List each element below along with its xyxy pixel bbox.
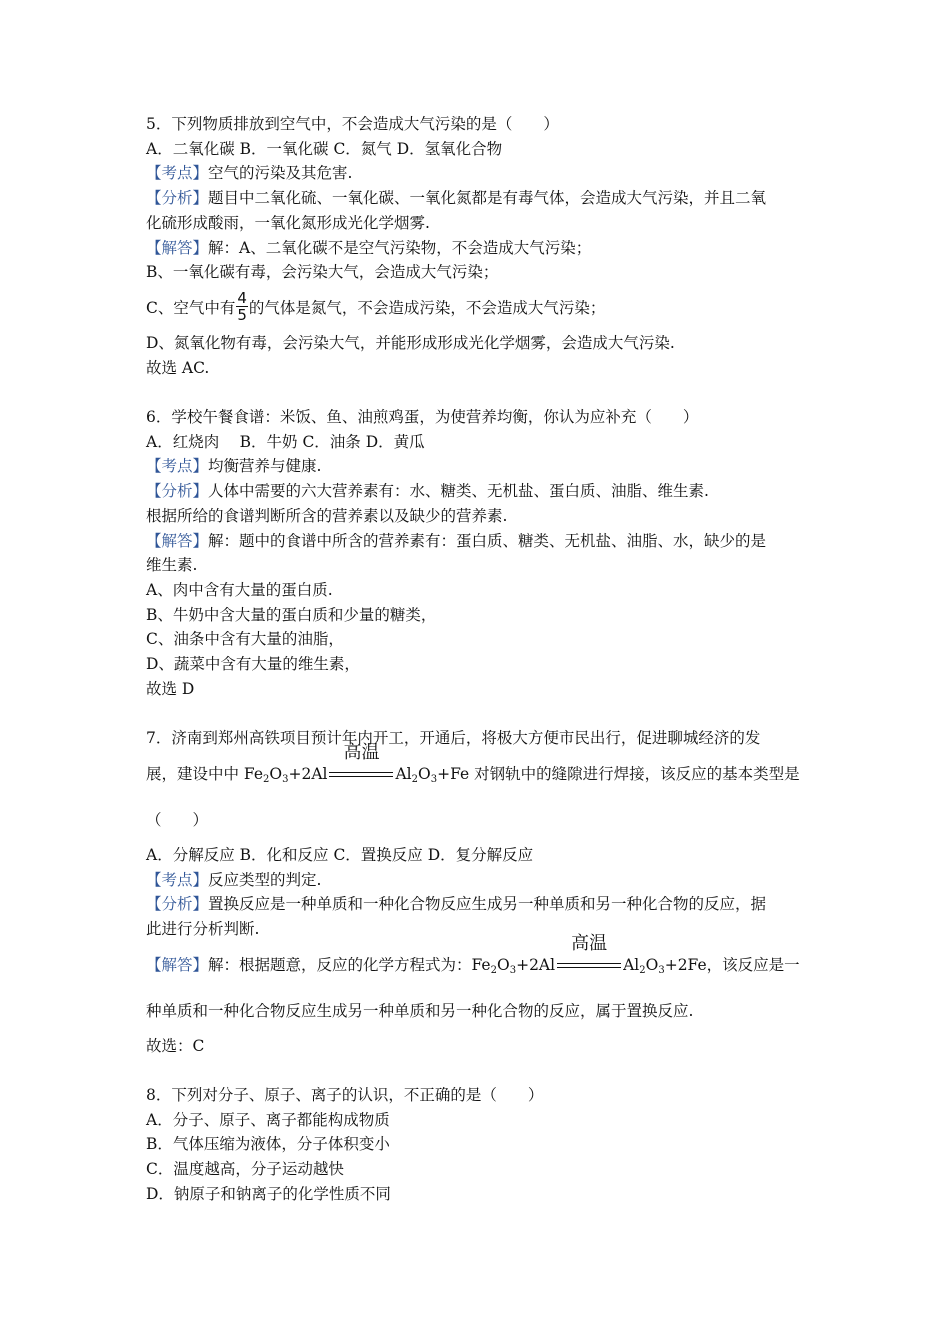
q7-kaodian: 【考点】反应类型的判定. xyxy=(146,870,322,889)
q5-options: A．二氧化碳 B．一氧化碳 C．氮气 D．氢氧化合物 xyxy=(146,139,503,158)
q5-stem: 5．下列物质排放到空气中，不会造成大气污染的是（ ） xyxy=(146,115,559,133)
q8-option-d: D．钠原子和钠离子的化学性质不同 xyxy=(146,1184,391,1203)
q7-fenxi-cont: 此进行分析判断. xyxy=(146,919,260,938)
reaction-condition-arrow: 高温 xyxy=(327,765,395,779)
q6-fenxi-cont: 根据所给的食谱判断所含的营养素以及缺少的营养素. xyxy=(146,506,508,525)
q5-kaodian: 【考点】空气的污染及其危害. xyxy=(146,164,353,183)
q6-option-a: A、肉中含有大量的蛋白质. xyxy=(146,580,333,599)
reaction-condition-arrow: 高温 xyxy=(555,956,623,970)
fenxi-tag: 【分析】 xyxy=(146,189,209,208)
kaodian-tag: 【考点】 xyxy=(146,457,209,476)
q6-jieda-cont: 维生素. xyxy=(146,556,198,575)
q8-option-b: B．气体压缩为液体，分子体积变小 xyxy=(146,1135,390,1154)
q6-option-b: B、牛奶中含大量的蛋白质和少量的糖类， xyxy=(146,605,437,624)
q5-jieda: 【解答】解：A、二氧化碳不是空气污染物，不会造成大气污染； xyxy=(146,238,592,257)
q7-jieda-cont: 种单质和一种化合物反应生成另一种单质和另一种化合物的反应，属于置换反应. xyxy=(146,1001,694,1020)
q6-option-c: C、油条中含有大量的油脂， xyxy=(146,630,344,649)
fenxi-tag: 【分析】 xyxy=(146,895,209,914)
fraction-four-fifths: $\frac{4}{5}$ xyxy=(237,289,247,325)
q7-blank: （ ） xyxy=(146,810,209,829)
q7-answer: 故选：C xyxy=(146,1036,205,1055)
q6-answer: 故选 D xyxy=(146,679,195,698)
q6-option-d: D、蔬菜中含有大量的维生素， xyxy=(146,655,360,674)
q6-fenxi: 【分析】人体中需要的六大营养素有：水、糖类、无机盐、蛋白质、油脂、维生素. xyxy=(146,482,709,501)
q5-fenxi: 【分析】题目中二氧化硫、一氧化碳、一氧化氮都是有毒气体，会造成大气污染，并且二氧 xyxy=(146,189,767,208)
kaodian-tag: 【考点】 xyxy=(146,870,209,889)
jieda-tag: 【解答】 xyxy=(146,531,209,550)
q7-options: A．分解反应 B．化和反应 C．置换反应 D．复分解反应 xyxy=(146,845,534,864)
fenxi-tag: 【分析】 xyxy=(146,482,209,501)
q5-answer: 故选 AC. xyxy=(146,358,210,377)
q6-stem: 6．学校午餐食谱：米饭、鱼、油煎鸡蛋，为使营养均衡，你认为应补充（ ） xyxy=(146,408,699,427)
kaodian-tag: 【考点】 xyxy=(146,164,209,183)
q7-equation-line: 展，建设中中 $Fe_2O_3+2Al$ 高温 $Al_2O_3+Fe$ 对钢轨中的缝隙进行焊接，该反应的基本类型是 xyxy=(146,741,800,785)
jieda-tag: 【解答】 xyxy=(146,238,209,257)
q5-option-c: C、空气中有 $\frac{4}{5}$ 的气体是氮气，不会造成污染，不会造成大气污染； xyxy=(146,289,606,325)
q8-option-a: A．分子、原子、离子都能构成物质 xyxy=(146,1110,390,1129)
q7-jieda: 【解答】解：根据题意，反应的化学方程式为：$Fe_2O_3+2Al$ 高温 $Al_2O_3+2Fe$，该反应是一 xyxy=(146,932,800,976)
q6-jieda: 【解答】解：题中的食谱中所含的营养素有：蛋白质、糖类、无机盐、油脂、水，缺少的是 xyxy=(146,531,767,550)
q7-stem: 7．济南到郑州高铁项目预计年内开工，开通后，将极大方便市民出行，促进聊城经济的发 xyxy=(146,729,761,748)
q6-options: A．红烧肉 B．牛奶 C．油条 D．黄瓜 xyxy=(146,432,425,451)
q7-fenxi: 【分析】置换反应是一种单质和一种化合物反应生成另一种单质和另一种化合物的反应，据 xyxy=(146,895,767,914)
q8-option-c: C．温度越高，分子运动越快 xyxy=(146,1160,344,1179)
q5-option-b: B、一氧化碳有毒，会污染大气，会造成大气污染； xyxy=(146,263,499,282)
q6-kaodian: 【考点】均衡营养与健康. xyxy=(146,457,322,476)
q5-option-d: D、氮氧化物有毒，会污染大气，并能形成形成光化学烟雾，会造成大气污染. xyxy=(146,333,675,352)
q5-fenxi-cont: 化硫形成酸雨，一氧化氮形成光化学烟雾. xyxy=(146,213,430,232)
jieda-tag: 【解答】 xyxy=(146,955,209,974)
document-page xyxy=(146,112,810,1207)
q8-stem: 8．下列对分子、原子、离子的认识，不正确的是（ ） xyxy=(146,1086,544,1105)
